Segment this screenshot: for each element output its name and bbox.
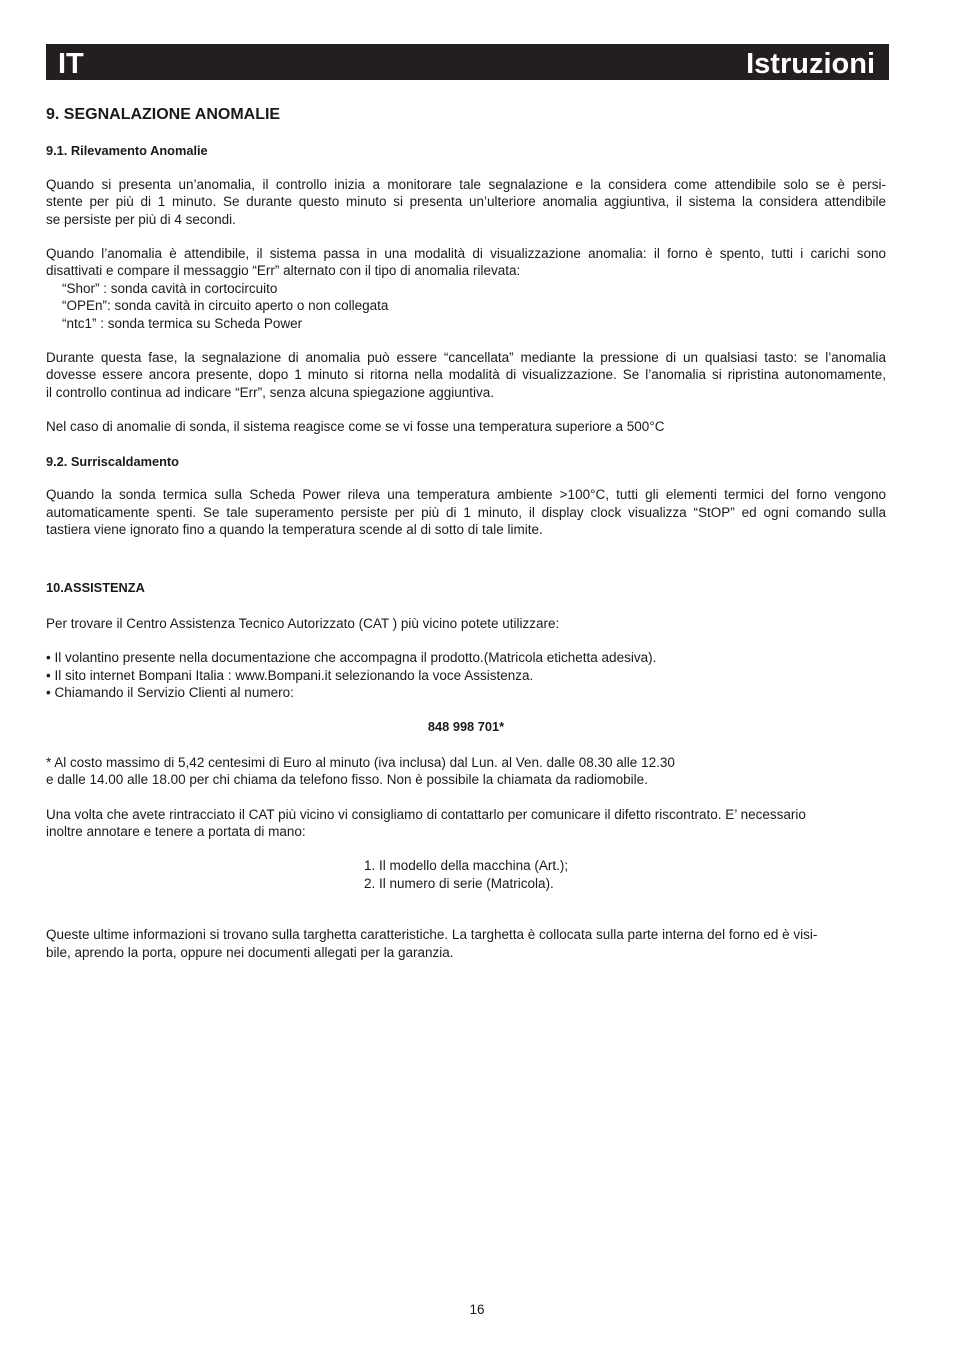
text-line: dovesse essere ancora presente, dopo 1 minuto si ritorna nella modalità di visualizzazione. Se l’anomalia si ripristina autonomamente,: [46, 367, 886, 383]
assistance-options: [46, 649, 886, 701]
text-line: tastiera viene ignorato fino a quando la temperatura scende al di sotto di tale limite.: [46, 521, 543, 537]
paragraph-probe: Nel caso di anomalie di sonda, il sistema reagisce come se vi fosse una temperatura superiore a 500°C: [46, 419, 665, 435]
required-info-list: [46, 857, 886, 892]
paragraph-rating-plate: [46, 926, 886, 961]
text-line: se persiste per più di 4 secondi.: [46, 211, 236, 227]
section-9-title: 9. SEGNALAZIONE ANOMALIE: [46, 106, 281, 123]
phone-number: 848 998 701*: [427, 719, 505, 735]
paragraph-overheat: [46, 486, 886, 538]
list-item: • Il volantino presente nella documentazione che accompagna il prodotto.(Matricola etichetta adesiva).: [46, 650, 657, 666]
paragraph-assistance-intro: Per trovare il Centro Assistenza Tecnico Autorizzato (CAT ) più vicino potete utilizzare:: [46, 615, 560, 631]
paragraph-cancel: [46, 349, 886, 401]
text-line: Quando si presenta un’anomalia, il controllo inizia a monitorare tale segnalazione e la considera come attendibile solo se è persi-: [46, 176, 886, 192]
section-9-1-title: 9.1. Rilevamento Anomalie: [46, 143, 208, 159]
text-line: Durante questa fase, la segnalazione di anomalia può essere “cancellata” mediante la pressione di un qualsiasi tasto: se l’anomalia: [46, 350, 886, 366]
text-line: Queste ultime informazioni si trovano sulla targhetta caratteristiche. La targhetta è collocata sulla parte interna del forno ed è visi-: [46, 927, 818, 943]
code-item: “OPEn”: sonda cavità in circuito aperto o non collegata: [62, 298, 389, 314]
header-bar: [46, 44, 889, 80]
text-line: stente per più di 1 minuto. Se durante questo minuto si presenta un’ulteriore anomalia aggiuntiva, il sistema la considera attendibile: [46, 194, 886, 210]
paragraph-contact-cat: [46, 806, 886, 841]
code-item: “Shor” : sonda cavità in cortocircuito: [62, 280, 278, 296]
list-item: • Chiamando il Servizio Clienti al numero:: [46, 684, 294, 700]
text-line: automaticamente spenti. Se tale superamento persiste per più di 1 minuto, il display clock visualizza “StOP” ed ogni comando sulla: [46, 504, 886, 520]
section-9-2-title: 9.2. Surriscaldamento: [46, 453, 179, 469]
list-item: • Il sito internet Bompani Italia : www.Bompani.it selezionando la voce Assistenza.: [46, 667, 534, 683]
list-item: 2. Il numero di serie (Matricola).: [364, 875, 554, 891]
paragraph-detection: [46, 176, 886, 228]
page-number: 16: [469, 1302, 485, 1317]
text-line: Quando l’anomalia è attendibile, il sistema passa in una modalità di visualizzazione anomalia: il forno è spento, tutti i carichi sono: [46, 246, 886, 262]
text-line: Quando la sonda termica sulla Scheda Power rileva una temperatura ambiente >100°C, tutti gli elementi termici del forno vengono: [46, 487, 886, 503]
text-line: il controllo continua ad indicare “Err”, senza alcuna spiegazione aggiuntiva.: [46, 384, 495, 400]
text-line: e dalle 14.00 alle 18.00 per chi chiama da telefono fisso. Non è possibile la chiamata da radiomobile.: [46, 772, 648, 788]
language-code: IT: [58, 48, 84, 80]
paragraph-anomaly-mode: [46, 245, 886, 332]
cost-note: [46, 754, 886, 789]
list-item: 1. Il modello della macchina (Art.);: [364, 858, 569, 874]
text-line: bile, aprendo la porta, oppure nei documenti allegati per la garanzia.: [46, 944, 454, 960]
code-item: “ntc1” : sonda termica su Scheda Power: [62, 315, 303, 331]
page-title: Istruzioni: [746, 48, 875, 80]
text-line: * Al costo massimo di 5,42 centesimi di Euro al minuto (iva inclusa) dal Lun. al Ven. dalle 08.30 alle 12.30: [46, 754, 675, 770]
document-body: [46, 106, 886, 978]
text-line: inoltre annotare e tenere a portata di mano:: [46, 823, 306, 839]
text-line: disattivati e compare il messaggio “Err” alternato con il tipo di anomalia rilevata:: [46, 263, 521, 279]
section-10-title: 10.ASSISTENZA: [46, 580, 145, 596]
text-line: Una volta che avete rintracciato il CAT più vicino vi consigliamo di contattarlo per comunicare il difetto riscontrato. E’ necessario: [46, 806, 806, 822]
